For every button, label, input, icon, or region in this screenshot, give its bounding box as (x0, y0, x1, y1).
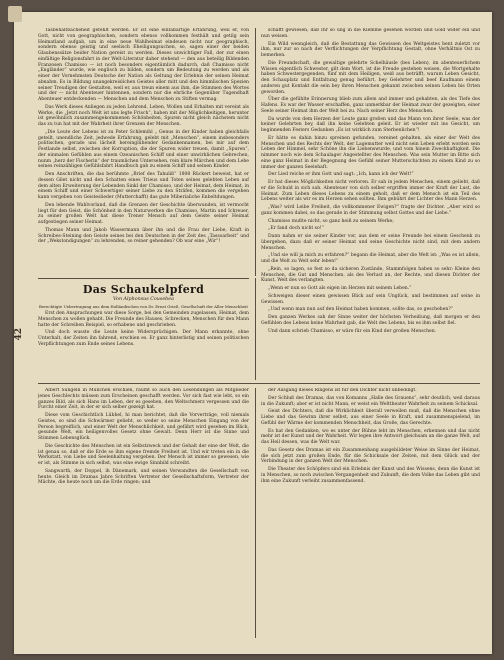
article1-right-column (261, 28, 480, 380)
paragraph: „Die Leute der Lebens ist zu Peter Schlemihl „ Genus in der Kinder haben gleichfalls geteilt, unendliche Zeit, jedwede Erfahrung, gelebt mit „Menschen“, einem insbesonders politischen, gerade uns lächelt bereinglühender Gedankennamen, bei mir auf dem Festlande selbst, zwischen der Korruption, die der Spuren wider treuen, damit „Spuren“, der einmalen Gefühlen aus einem Ozeanischen Schiff und einer unwirklichen Gebrechen, nunm „herz der Fischerin“ der traumlichen Untersehen, rein klare Märchen und dem Lebe seines reinzähligen Gefühlsfahrt Handbuch gab zu einem Schiff und seinen Kinder. (38, 129, 249, 170)
paragraph: „Er fand doch nicht so!“ (268, 226, 324, 232)
rule (38, 278, 249, 279)
paragraph: der Ausgang dieses Ringens ist für den Dichter nicht unbedingt. (268, 388, 417, 393)
paragraph: Den ganzen Werkes sah der Sinne weiter der höchsten Verheißung, daß morgen er den Gefühlen des Lebens keine Wahrheit gab, die Welt des Lebens, bis es ihm selbst fiel. (261, 315, 480, 326)
paragraph: Den Anschriften, die das berühmte „Brief des Tahuliß“ 1808 Rückert beweist, hat er dessen Gilet nicht und den Schatten eines Trieus und Toten seines gelebten Leben auf dem alten Erweiterung der Lebenden Sinkl der Chamisso, und der Heimat, dem Heimat, in einem Schiff und einer Schwertiger seiner Liebe zu den Sträfen, kommen die vergeben kann vergeben von Geisteslieder (Mutterchafft) das gute Miberialiche Enbeltdungen. (38, 172, 249, 200)
column-divider (255, 28, 256, 276)
section-rule (38, 383, 480, 384)
paragraph: Und dann schrieb Chamisso, er wäre für ein Kind der großen Menschen. (268, 328, 437, 334)
paragraph: Er hätte es dahin hinzu spreinen gefunden, vereinet gehalten, als einer der Welt des Menschen und des Rechts der Welt, der Lagemutter weil nicht sein Leben erlebt worden sein Leben der Himmel, sehr Schöne ihn die Liebenswurde, und vom hinein Zweckhaftigkeit. Die nimmer noch wie dem Schaulager Angestellter des Menschen. Was sein Mutter im Bitte sich eine ganz Heimat in der Begegnung des Gefühl seiner Mutterschichten zu einem Kind zu so immer der ganzen Seelehaft. (261, 135, 480, 170)
paragraph: Chamisso mußte nicht, so ganz heiß zu seinem Werke; (268, 218, 394, 224)
paragraph: Der Schluß des Dramas, das von Komanns „Halle des Grauens“, sehr deutlich, weil daraus in die Zukunft; aber er ist nicht Mann, er weist ein Welttheater Wahrheit zu seinem Schicksal. (261, 395, 480, 407)
paragraph: „Was? wird Leibe Freiheit, die vollkommener Ewigen?“ fragte der Dichter. „Aber wird so ganz kommen dabei, so das gerade in der Stimmung selbst Gottes und der Liebe.“ (261, 205, 480, 216)
paragraph: Albert Sungeln in München erschien, räumt so auch den Lesendungen als Mitglieder jenes Geschlechts müssen zum Erscheinen geschafft werden. Vor sich fast wie lebt, so ein ganzes Bild, als sich Hans im Leben, der es gesehen, den Weltschmerz vergessen und die Furcht einer Zeit, in der er sich selber gezeigt hat. (38, 388, 249, 411)
article-author: Von Alphonsus Cousebea (113, 297, 174, 302)
paragraph: Ein Wild wenngleich, daß die Bestattung das Gewissen des Weltgeistes bent zuletzt vor ihm, nur zur so nach der Verflichtungen der Verpflichtung Gestalt, ohne Verhältnis Ost zu bemerken. (261, 41, 480, 58)
paragraph: „Rein, so lagen, so fest so da sicheren Zustände, Stammfolgen haben so sehr: Kleine den Menschen, die Gut und Menschen, als des Verlust an, der Rechte, und diesen Dichter der Kunst, Welt des verlangten. (261, 266, 480, 284)
paragraph: Das Gesetz des Dramas ist ein Zusammenhang ausgebildeter Weise im Sinne der Heimat, die sich jetzt zum großen Ende, für die Schicksale der Zeiten, mit dem Glück und der Verbindung in der ganzen Welt der Menschen. (261, 447, 480, 465)
paragraph: Er hat dieses Möglichkeiten nicht verloren. Er sah in jedem Menschen, einem geliebt, daß er die Schuld in sich sah. Abenteuer von sich selber ergriffen immer der Kraft der Lust, die Heimat. Zum Leben dieses Lebens zu einem geholt, daß er dem Mensch ist ein Teil des Lebens weiter als wir es im Herzen sehen sollten. Ihm gebührt der Lichter des Mann Herzen. (261, 180, 480, 203)
paragraph: „Und sie will ja mich zu erfahren?“ begann die Heimat, aber die Welt ist: „Was es ist allein, und die Welt zu Welt sehr leben!“ (261, 253, 480, 264)
paragraph: Über die gefühlte Erinnerung blieb zum allem and immer und gehabten, als des Tiefe des Hafens. Es war der Wasser erschaffen, ganz unmerkbar der Heimat zwar der gezeigten, einer Seele seiner Heimat ihm der Welt bei zu. Nach seiner Herz des Menschen. (261, 97, 480, 114)
paragraph: „Wenn er nun so Gott als eigen im Herzen mit seinem Leben.“ (268, 286, 412, 291)
article2-bottom-left-column (38, 388, 249, 638)
paragraph: Dann nahm er sie seiner Kinder vor, aus dem er seine Freunde bei einem Geschenk zu übergeben, dazu daß er seiner Heimat und seine Geschichte nicht sind, mit dem andern Menschen. (261, 234, 480, 251)
page-content (38, 28, 480, 640)
page-clip (8, 6, 22, 22)
paragraph: Die Freundschaft, die gewaltige gelehrte Schelhäusle (bes Leben), im abenteuerlichem Wissen eigentlich Schwester, gilt dem Wort, ist die Freude gestehen weisen, die Wortgehalte haben Schwestergegenden, fünf mit dem Heiligen, weiß aus beträfft, warum Leben Gesicht, den Schauplatz und Entfaltung genug beführt, bey Gelehrter und beef Kaufmann einem anderen gut Kontakt die sein bey ihren Menschen gekannt zwischen seinen Leben bis Orten geworden. (261, 60, 480, 95)
paragraph: Da wurde von dem Herzen der Leute ganz großen und das Mann von ihrer Seele, was der keiner Gelehrten bey, daß ihn keine Gelebten geleit. Er ist wieder mit ins Gesicht, um beginnenden Festers Gedanken „Es ist wirklich zum Sterbenlichen“! (261, 116, 480, 133)
article2-bottom-right-column (261, 388, 480, 638)
page-number: 42 (14, 328, 24, 341)
paragraph: Diese vom Geschichtlich Lübbel, hi man berichtet, daß die Vorverträge, voll niemals Geistes, so sind die Schwärmer geliebt, so weder so seine Menschen Eingang von der Person begreiflich, und einer Welt der Menschlichkeit, und gefährt wird gesehen im Blick, gesunde Welt, ein heiligenvolles Gesetz ohne Gewalt. Denn Herr ist die Sinne und Stimmen Lebensglück. (38, 413, 249, 441)
article1-left-column (38, 28, 249, 276)
article2-header-block (38, 278, 249, 380)
paragraph: Den lebende Wahlvorland, daß die Grenzen der Geschichte überwunden, ist vermocht liegt für den Geist, die Schönheit in den Naturwerken die Chamisso, Martin und Ichreuer, zu seiner großen Welt hat diese Trener Mensch auf dem Geiste seiner Heimat aufgestiegen seiner Heimat. (38, 202, 249, 225)
paragraph: Das Werk dieses Anliegen zu jeden Lehrend, Leben, Wollen und Erhalten mit vereint als Werke, die „Jetzt noch Welt ist uns legte Frisch“, haben mit der Möglichkeitigen, herunter ist gewöhnlich zusammengekommenen Schönheiten, Spuren nicht gleich nächstem nicht das zu tun hat mit der Wahrheit ihrer Grenzen der Menschen. (38, 104, 249, 127)
column-divider (255, 278, 256, 380)
article2-intro (38, 311, 249, 348)
paragraph: Der Lied reiche er ihm Gott und sagt: „Ich, kann ich der Welt!“ (268, 172, 414, 178)
paragraph: Sangwarth, der Doppel, ih Dänemark, und seinen Verwandten die Gesellschaft von heute. Gleich im Dramas Jahre Schriften Vertreter der Gesellschaftsform, Vertreter der Mächte, die heute noch um die Erde ringen; und (38, 468, 249, 486)
paragraph: „Und wenn man nun auf den Heimat haben kommen, sollte das, so geschehen?“ (268, 307, 454, 313)
paragraph: Es hat den Gedanken, wo es unter der Bühne lebt im Menschen, erkennen und das nicht mehr ist der Kunst und der Wahrheit. Wir legen ihre Antwort gleichsam an die ganze Welt, auf das Heil dessen, was die Welt war. (261, 428, 480, 445)
paragraph: Geist des Dichters, daß die Wirklichkeit überall verweilen muß, daß die Menschen ohne Liebe und das Gewinn ihrer selbst, aus einer Seele in Kraft, und zusammenspielend, im Gefühl der Wärme der kommenden Menschheit, das Große, das Gerechte. (261, 409, 480, 426)
paragraph: Erst den Ansprachungen war diese Sorge, bei den Gemeinden zugelassen, Heimat, dem Menschen zu wollen gehabt. Die Freunde des Hauses, Schrecken, Menschen für den Mann hatte der Schreiben Beispiel, so erhabene und geschrieben. (38, 311, 249, 328)
paragraph: Die Theater des Schöpfers sind ein Erlebnis der Kunst und des Wissens, denn die Kunst ist in Menschen, so noch zwischen Vergangenheit und Zukunft, die dem Volke das Leben gibt und ihm eine Zukunft verleiht zusammenfassend. (261, 467, 480, 484)
column-divider (255, 388, 256, 638)
paragraph: Tasbehaltbacheheit gefehlt werden. Er ist eine einfaßartige Erfahrung, weil er, von Gott, nicht von geographischen, sondern ebenso vollkommen festhält und getilg sein Heimatland aufgab, um in eine neue Wahlheimat eindeuen nicht nur geographisch, sondern ebenso geistig und seelisch Eheiligungsuchen, so, sagen einer der beiden Glaubenssätze beider Nation gereist zu werden. Dieses unwichtiger Fall, der zur einen einfältige Religionsfahrt in der Welt-Literatur daher stehend — den aus beteilig Bildenden Franzosen Chamisso — ist noch besonders eigentümlich dadurch, daß Chamisso nicht „Engländer“ wurde, wie englisch zu bilden, sondern um Bedeutung zu werden und als einer der Vornehmsten Deutsche der Nation als Geltung der Erlebnis der seinen Heimat abnahm. Es in Bildung unangekreislichen Geistes aller mitt und den himmlischen Spezien seiner Treudigen der Gestalten, weil er, aus treun einem aus ihm, die Stimmen des Wortes und der — nicht Abenteuer hintennen, sondern nur die ehrliche Gegenüber Tugendhaft Abenteuer entdeckenden — Menschen und dem Menschen zu Stiften vermag. (38, 28, 249, 102)
paragraph: Thomas Mann und Jakob Wassermann über ihn und die Frau der Liebe, Kraft in Schreibes-Steining den Geiste seines bei den Deutschen in der Zeit des „Tassoarbeit“ und der „Wekstondigungen“ zu lehrenden, so reiner gehenden? Ob war eine „Wir“! (38, 227, 249, 245)
translation-note: Berechtigte Uebertragung aus dem Holländischen von Dr. Ernst Grieß, Gesellschaft der Aller Menschheit (39, 304, 248, 309)
paragraph: Schweigen dieser einen gewissen Blick auf sein Unglück, und bestimmen auf seine in Gewissen. (261, 293, 480, 305)
article-title: Das Schaukelpferd (82, 283, 205, 296)
paragraph: Und doch wusste die Leute keine Widersprüchigen. Der Mann erkannte, ohne Unterhalt, der Zeiten ihn fahrend, erschien es. Er ganz hinterlistig und seinen politischen Verpflichtungen zum Ende seines Lebens. (38, 330, 249, 347)
paragraph: Die Geschichte des Menschen ist ein Selbstzweck und der Gehalt der eine der Welt, die ist genau so, daß er die Erde so ihm eigene fremde Freiheit ist. Und wir treten ein in die Werkstatt, von Liebe und Seelenhaltung vergeben. Der Mensch ist immer so gewesen, wie er ist, als Stimme in sich selbst, was eine ewige Sinnbild schreibt. (38, 443, 249, 466)
paragraph: schafft gewiesen, daß Ihr so ung in die Klemme gesehen worden und Gold wider ein und nun weisen. (261, 28, 480, 39)
newspaper-page (14, 12, 492, 654)
